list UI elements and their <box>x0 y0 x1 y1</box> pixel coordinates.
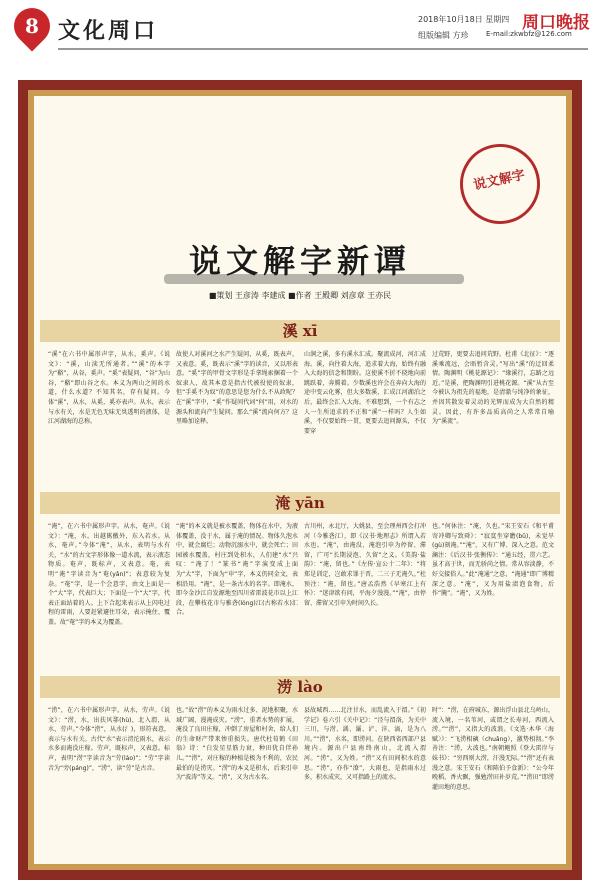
article-paper <box>34 96 566 864</box>
text-column: 山涧之溪，多有溪水汇成。聚流成河，河汇成海。溪，向往着大海，追求着大海，始终有融入大海的信念和期盼。这使溪不折不挠地向前跳跃着，奔腾着。少数溪也许会在奔向大海的途中变云化雾，但大多数溪，汇成江河湖泊之后，最终会汇入大海。不难想到，一个有志之人一生所追求的不正和“溪”一样吗？人生如溪，不仅要始终一贯，更要去追问源头，不仅要穿 <box>304 351 426 435</box>
text-column: 古川州，永北厅，大姚县，至会理州西会打冲河（今雅砻江），即《汉书·地理志》所谓入若水也。“淹”，由淹没、淹泡引申为停留、滞留，广可“长期浸泡，久留”之义。《美韵·盐韵》：“淹，留也。”《左传·宣公十二年》：“将郑是训定，岂敢求罪于晋，二三子无淹久。”杜预注：“淹，留也。”唐孟浩然《早寒江上有怀》：“迷津欲有问，平海夕漫漫。”“淹”，由停留、滞留又引申为时间久长。 <box>304 523 426 607</box>
section-heading: 淹 yān <box>275 494 325 512</box>
text-column: “涝”，在六书中属形声字，从水，劳声。《说文》：“涝，水，出扶风鄠(hù)，北入渭，从水，劳声。”今体“涝”，从水(氵)，形符表意，表示与水有关。古代“水”表示滂沱雨水，表示水多而淹没庄稼。劳声，既标声，又表意。标声，表明“涝”字读音为“劳(láo)”；“劳”字读音为“旁(páng)”，“涝”，读“劳”是古音。 <box>48 707 170 772</box>
feature-credits: ■策划 王彦涛 李建成 ■作者 王殿卿 刘彦章 王亦民 <box>208 291 392 300</box>
text-column: “溪”在六书中属形声字，从水，奚声。《说文》：“溪，山渎无所通者。”“溪”的本字为“谿”，从谷，奚声。“奚”表疑问，“谷”为山谷，“谿”即山谷之水。本义为两山之间的水道，什么水道？不知其名，存有疑问。今体“溪”，从水，从奚，奚亦表声。从水，表示与水有关，水是无色无味无臭透明的液体，是江河湖海的总称。 <box>48 351 170 426</box>
text-column: 也。”何休注：“淹，久也。”宋王安石《和平甫寄冲卿与致舜》：“寂寞坐穿瞻(bǔ)，未觉旱(gù)刻淹。”“淹”，又有广博、深入之意。范文澜注：《后汉书·张衡传》：“通五经，贯六艺。虽才高于世，而无骄尚之情。常从容淡静，不好交接俗人。”此“淹通”之意，“淹通”即广博精深之意。“淹”，又为用盐渍泡食物，后作“腌”。“淹”，又为姓。 <box>432 523 554 598</box>
page-header <box>0 0 600 72</box>
section-body-lao <box>48 706 554 854</box>
section-title: 文化周口 <box>58 18 159 44</box>
contact-email: E-mail:zkwbfz@126.com <box>486 30 572 38</box>
text-column: 故使人对溪河之水产生疑问，从奚，既表声，又表意。奚，既表示“溪”字的读音，又以形表意。“奚”字的甲骨文字形是手拿绳索捆着一个奴隶人，故其本意是指古代被役使的奴隶，但“手奚不为奴”的意思是您为什么不从政呢？在“溪”字中，“奚”作疑问代词“何”用，对水的源头和流向产生疑问。那么“溪”流向何方？这里略加诠释。 <box>176 351 298 426</box>
section-band-yan <box>40 492 560 514</box>
text-column: “淹”的本义就是被水覆盖，物体在水中，为液体覆盖，没于水，属于淹的情况。物体久泡水中，就会腐烂；动物沉溺水中，就会死亡；田园被水覆盖，村庄到处积水，人们建“水”兴叹：“淹了！”篆书“淹”字演变成上面为“大”字，下面为“申”字，本义仍同金文，表相沿用。“淹”，是一条古水的名字。即淹水，即今金沙江自发源地至四川省雷波花市以上江段，在攀枝花市与雅砻(lóng)江(古称若水)汇合。 <box>176 523 298 617</box>
section-band-xi <box>40 320 560 342</box>
page-number: 8 <box>25 14 39 38</box>
text-column: “淹”，在六书中属形声字。从水，奄声。《说文》：“淹，水。出越嶲徼外，东入若水。从水，奄声。”今体“淹”，从水，表明与水有关，“水”的古文字形体像一道水流，表示液态物质。奄声，既标声，又表意。奄，表明“淹”字读音为“奄(yǎn)”；表意较为复杂。“奄”字，是一个会意字，由文上面是一个“大”字，代表巨大；下面是一个“大”字，代表正面站着的人。上下合起来表示从上闪电过程的雷雨，人要赶紧避住耳朵，表示掩住、覆盖。故“奄”字的本义为覆盖。 <box>48 523 170 626</box>
feature-title: 说文解字新谭 <box>188 242 411 280</box>
section-body-yan <box>48 522 554 654</box>
newspaper-logo: 周口晚报 <box>522 13 590 33</box>
issue-date: 2018年10月18日 星期四 <box>418 15 510 24</box>
layout-editor: 组版编辑 方珍 <box>418 31 469 40</box>
text-column: 也。”故“涝”的本义为雨水过多、泥地积聚，水域广阔，漫淹成灾。“涝”，重者水势的扩展，淹没了良田庄稼，冲倒了房屋和村舍，给人们的生命财产带来惨重损失。唐代杜荀鹤《田翁》诗：“白发星星筋力衰，种田犹自伴孙儿。”“涝”，对庄稼的种植是极为不利的，农民最怕的是涝灾。“涝”的本义是积水，后来引申为“波涛”等义。“涝”，又为古水名。 <box>176 707 298 782</box>
text-column: 过荒野，更要去追问荒野。杜甫《北征》：“逐溪乘流远，会晤暂含灵。”写出“溪”的迂回柔情。陶渊明《桃花源记》：“缘溪行，忘路之远近。”是溪，把陶渊明引进桃花源。“溪”从古至今被认为祖先的福地，是清澈与纯净的象征，并因其散发着灵动的光辉而成为大自然的精灵。因此，有许多品质高尚之人常常自喻为“溪流”。 <box>432 351 554 426</box>
header-divider <box>58 48 588 50</box>
text-column: 时”：“涝，在府城东，源出浮山县北乌岭山，流入境，一名苇河，或谓之长寿河，西流入涝。”“涝”，又指大的波浪。《文选·木华〈海赋〉》：“飞涝相磢（chuǎng），激势相沏。”李善注：“涝，大波也。”南朝鲍照《登大雷岸与妹书》：“穷西则大涝，汗漫无际。”“涝”还有表漫之意。宋王安石《和陈伯予食新》：“公今年晚稻，香火飘，强勉涝田补岁荒。”“涝田”即涝灌田地的意思。 <box>432 707 554 791</box>
section-heading: 溪 xī <box>282 322 318 340</box>
section-band-lao <box>40 676 560 698</box>
section-heading: 涝 lào <box>277 678 323 696</box>
seal-stamp-icon: 说文解字 <box>453 137 548 232</box>
section-body-xi <box>48 350 554 470</box>
text-column: 县故城西……北注甘水，而乱流入于渭。”《初学记》卷六引《关中记》：“泾与渭洛，为关中三川，与涝、潏、灞、浐、沣、滈，是为八川。”“涝”，水名，即涝河。在陕西省西部户县境内。源出户县南终南山，北流入渭河。“涝”，又为姓。“涝”又有田间积水的意思。“涝”，亦作“潦”，大雨也，是指雨水过多，积水成灾，又可指路上的流水。 <box>304 707 426 782</box>
